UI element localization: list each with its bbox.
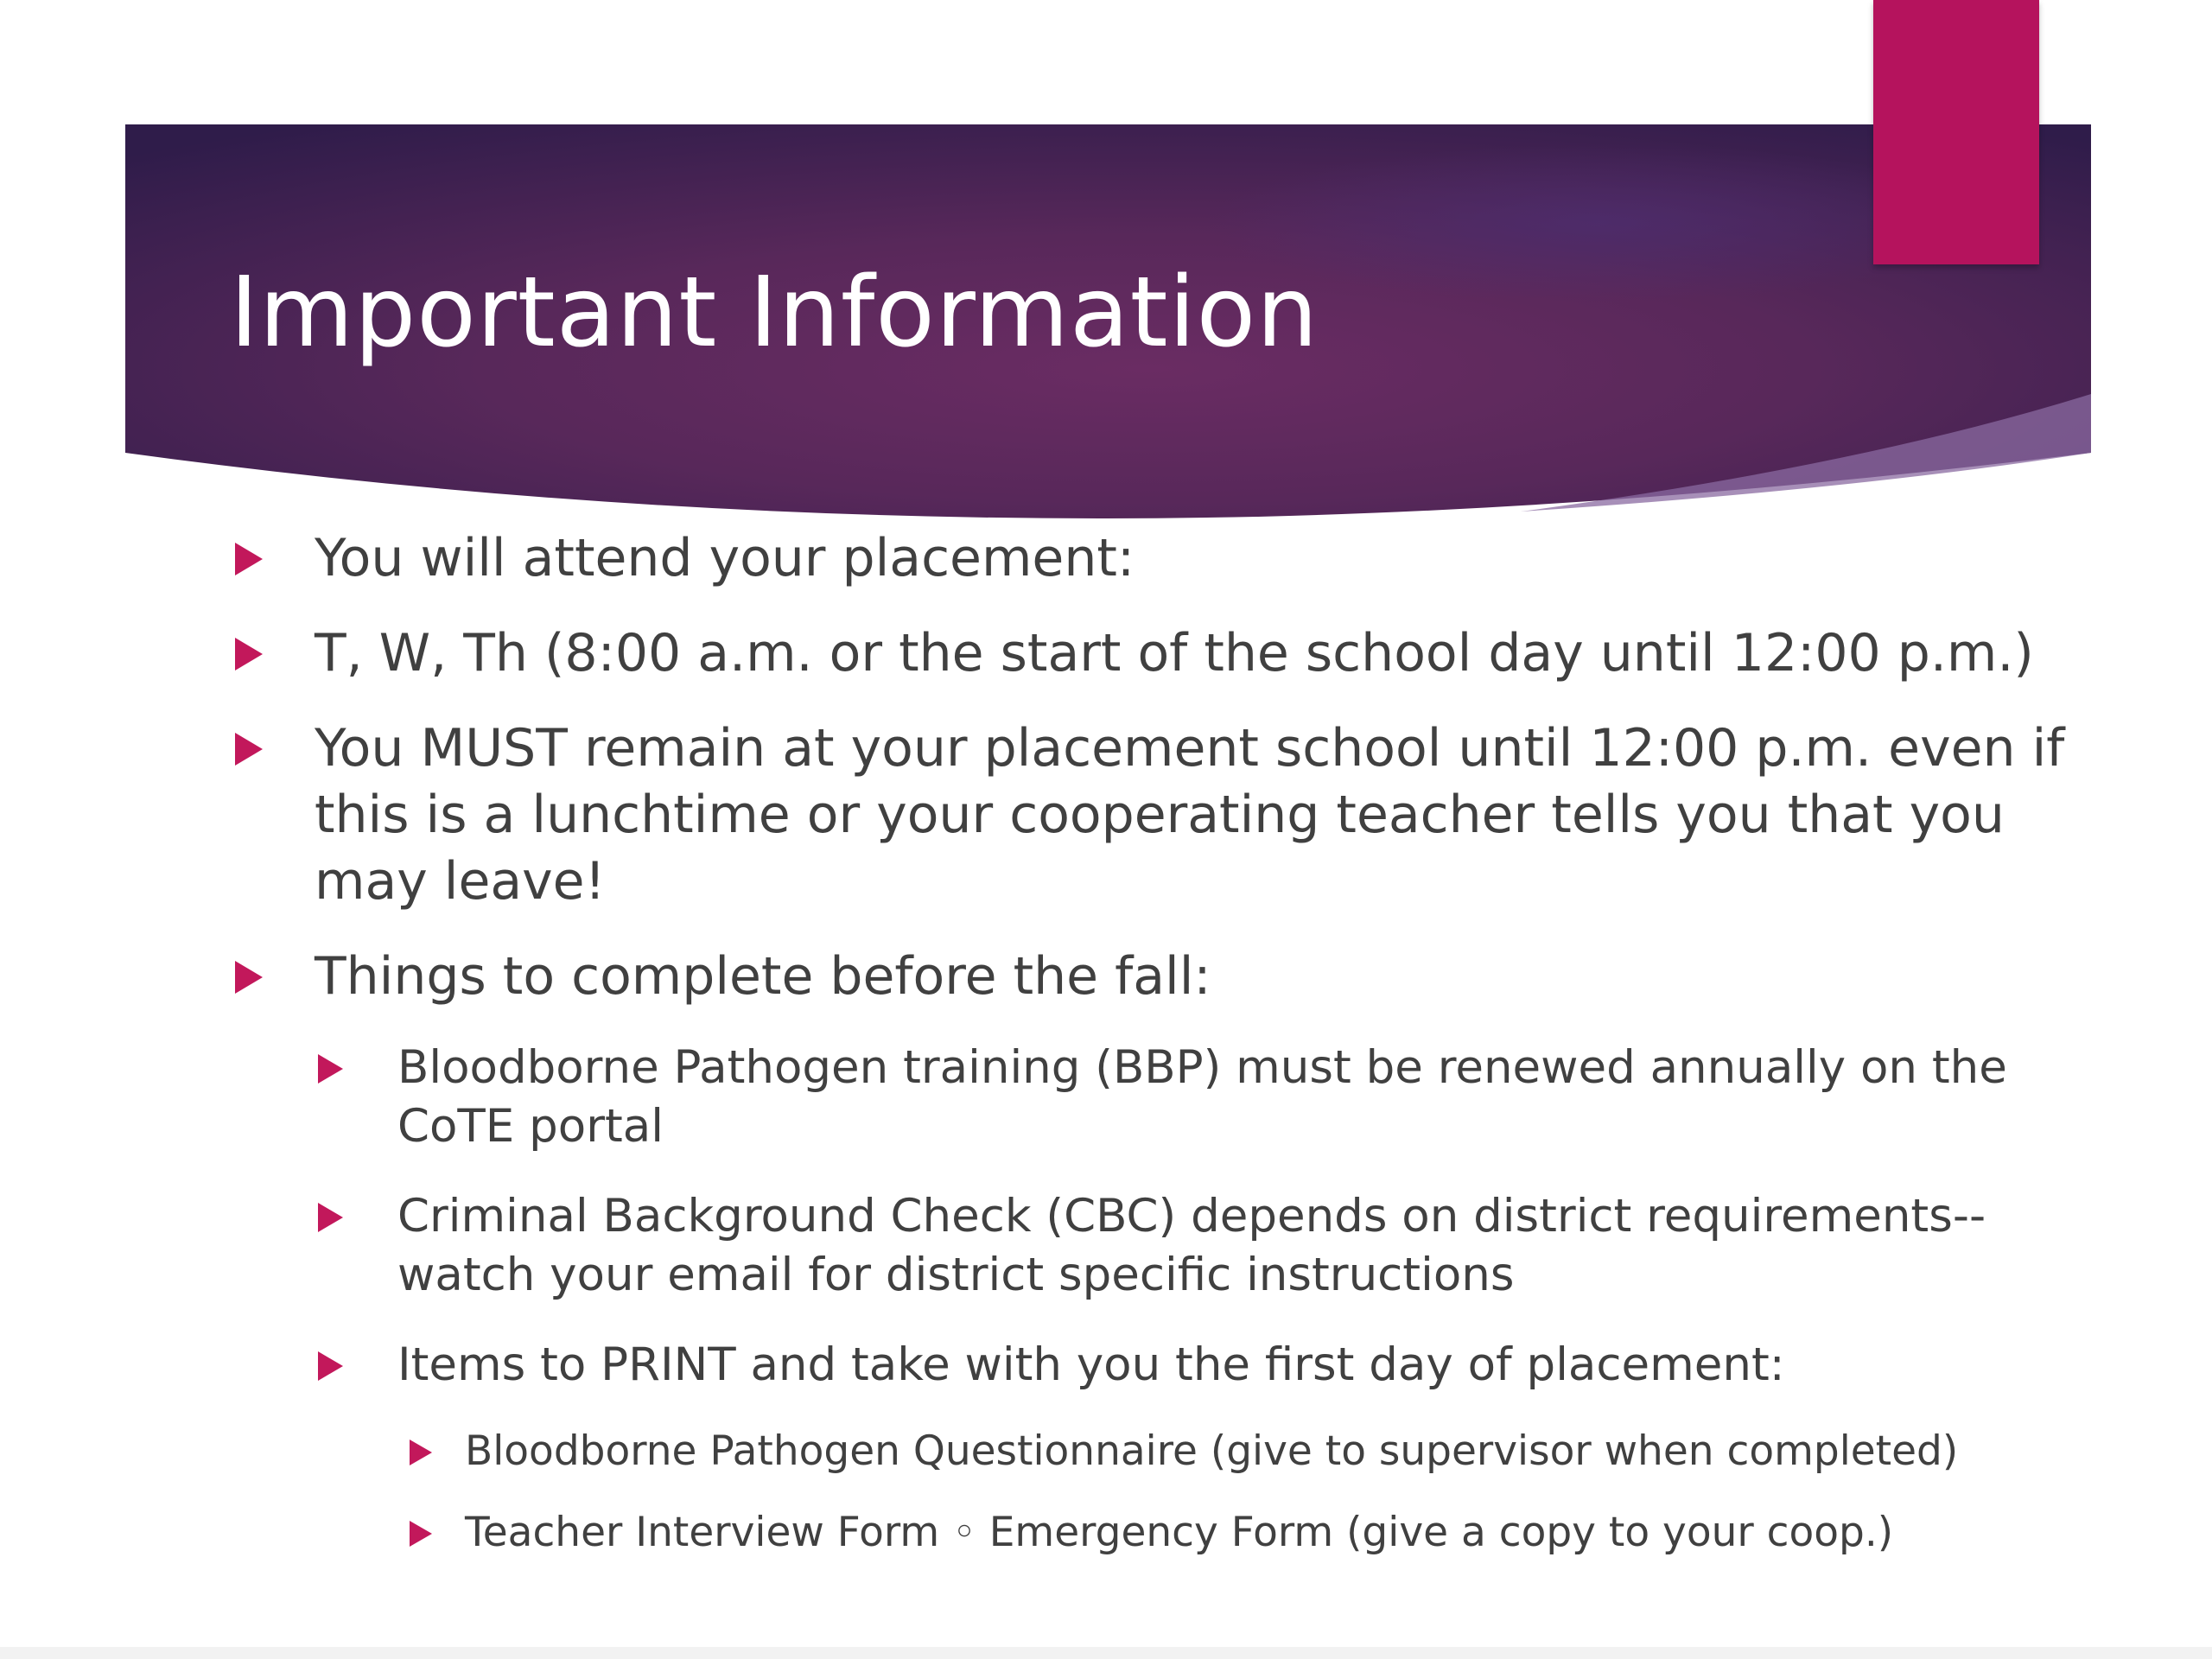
bullet-arrow-icon [410, 1521, 432, 1547]
bullet-arrow-icon [235, 961, 263, 994]
bullet-arrow-icon [318, 1351, 343, 1381]
sub-sub-bullet-text: Bloodborne Pathogen Questionnaire (give to supervisor when completed) [465, 1427, 1959, 1475]
bullet-item [230, 525, 2096, 592]
bullet-arrow-icon [318, 1203, 343, 1232]
sub-bullet-text: Bloodborne Pathogen training (BBP) must be renewed annually on the CoTE portal [397, 1041, 2007, 1153]
footer-strip [0, 1647, 2212, 1659]
bullet-item [230, 620, 2096, 687]
bullet-text: T, W, Th (8:00 a.m. or the start of the school day until 12:00 p.m.) [315, 623, 2034, 683]
accent-tab [1873, 0, 2039, 264]
bullet-arrow-icon [318, 1054, 343, 1084]
sub-bullet-text: Criminal Background Check (CBC) depends on district requirements--watch your email for district specific instructions [397, 1190, 1986, 1301]
sub-bullet-item [313, 1039, 2096, 1156]
bullet-arrow-icon [235, 638, 263, 671]
bullet-list [230, 525, 2096, 1588]
sub-bullet-item [313, 1336, 2096, 1395]
sub-sub-bullet-text: Teacher Interview Form ◦ Emergency Form (give a copy to your coop.) [465, 1509, 1894, 1556]
bullet-item [230, 944, 2096, 1010]
bullet-text: You MUST remain at your placement school until 12:00 p.m. even if this is a lunchtime or your cooperating teacher tells you that you may leave! [315, 718, 2065, 912]
bullet-item [230, 715, 2096, 915]
bullet-text: You will attend your placement: [315, 528, 1135, 588]
bullet-arrow-icon [235, 733, 263, 766]
slide-title: Important Information [230, 257, 1319, 369]
bullet-text: Things to complete before the fall: [315, 946, 1211, 1007]
sub-sub-bullet-item [410, 1426, 2096, 1478]
sub-bullet-text: Items to PRINT and take with you the first day of placement: [397, 1338, 1785, 1391]
bullet-arrow-icon [410, 1440, 432, 1465]
sub-bullet-item [313, 1187, 2096, 1305]
bullet-arrow-icon [235, 543, 263, 575]
sub-sub-bullet-item [410, 1507, 2096, 1559]
